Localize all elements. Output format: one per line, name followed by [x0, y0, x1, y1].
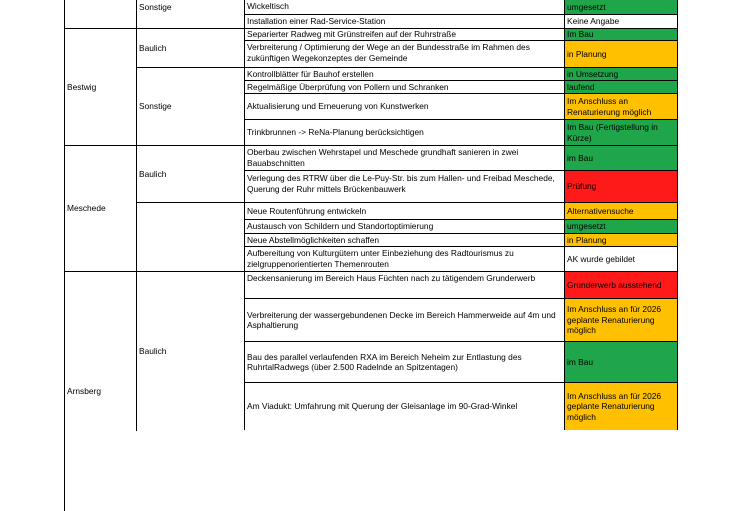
measure-cell: Installation einer Rad-Service-Station	[244, 14, 564, 28]
status-label: Im Anschluss an für 2026 geplante Renaturierung möglich	[567, 304, 662, 336]
measure-cell: Bau des parallel verlaufenden RXA im Bereich Neheim zur Entlastung des RuhrtalRadwegs (über 2.500 Radelnde an Spitzentagen)	[244, 341, 564, 382]
status-cell	[564, 93, 678, 119]
category-label: Sonstige	[139, 101, 172, 112]
municipality-cell	[64, 271, 136, 511]
municipality-label: Bestwig	[67, 81, 97, 92]
category-cell	[136, 28, 244, 67]
status-label: umgesetzt	[567, 2, 606, 13]
status-cell	[564, 67, 678, 80]
category-cell	[136, 14, 244, 28]
municipality-cell	[64, 0, 136, 28]
status-label: in Planung	[567, 234, 607, 245]
status-cell	[564, 246, 678, 271]
status-cell	[564, 0, 678, 14]
status-label: umgesetzt	[567, 221, 606, 232]
status-cell	[564, 202, 678, 219]
status-label: Im Bau	[567, 29, 594, 40]
status-cell	[564, 271, 678, 298]
measure-cell: Trinkbrunnen -> ReNa-Planung berücksichtigen	[244, 119, 564, 145]
status-label: AK wurde gebildet	[567, 253, 635, 264]
measure-cell: Kontrollblätter für Bauhof erstellen	[244, 67, 564, 80]
status-label: in Umsetzung	[567, 68, 619, 79]
measure-cell: Verlegung des RTRW über die Le-Puy-Str. bis zum Hallen- und Freibad Meschede, Querung der Ruhr mittels Brückenbauwerk	[244, 170, 564, 202]
status-cell	[564, 28, 678, 40]
category-label: Baulich	[139, 346, 167, 357]
measure-cell: Aktualisierung und Erneuerung von Kunstwerken	[244, 93, 564, 119]
status-cell	[564, 382, 678, 430]
status-cell	[564, 40, 678, 67]
status-cell	[564, 14, 678, 28]
measure-cell: Am Viadukt: Umfahrung mit Querung der Gleisanlage im 90-Grad-Winkel	[244, 382, 564, 430]
status-cell	[564, 341, 678, 382]
measure-cell: Verbreiterung der wassergebundenen Decke im Bereich Hammerweide auf 4m und Asphaltierung	[244, 298, 564, 341]
status-cell	[564, 80, 678, 93]
status-label: Alternativensuche	[567, 205, 634, 216]
municipality-label: Meschede	[67, 203, 106, 214]
status-label: laufend	[567, 81, 595, 92]
measure-cell: Neue Abstellmöglichkeiten schaffen	[244, 233, 564, 246]
status-label: Im Bau (Fertigstellung in Kürze)	[567, 122, 658, 143]
status-label: Im Anschluss an Renaturierung möglich	[567, 96, 652, 117]
municipality-cell	[64, 145, 136, 271]
status-cell	[564, 170, 678, 202]
status-cell	[564, 119, 678, 145]
category-cell	[136, 271, 244, 431]
category-cell	[136, 0, 244, 14]
status-cell	[564, 298, 678, 341]
category-label: Baulich	[139, 168, 167, 179]
status-label: Keine Angabe	[567, 16, 620, 27]
category-cell	[136, 202, 244, 271]
measure-cell: Aufbereitung von Kulturgütern unter Einbeziehung des Radtourismus zu zielgruppenorientierten Themenrouten	[244, 246, 564, 271]
category-label: Sonstige	[139, 1, 172, 12]
measure-cell: Oberbau zwischen Wehrstapel und Meschede grundhaft sanieren in zwei Bauabschnitten	[244, 145, 564, 170]
category-label: Baulich	[139, 42, 167, 53]
status-cell	[564, 219, 678, 233]
status-label: Grunderwerb ausstehend	[567, 279, 662, 290]
measure-cell: Separierter Radweg mit Grünstreifen auf der Ruhrstraße	[244, 28, 564, 40]
status-label: Im Anschluss an für 2026 geplante Renaturierung möglich	[567, 390, 662, 422]
municipality-cell	[64, 28, 136, 145]
status-cell	[564, 233, 678, 246]
category-cell	[136, 145, 244, 202]
status-label: Prüfung	[567, 181, 597, 192]
measure-cell: Neue Routenführung entwickeln	[244, 202, 564, 219]
measure-cell: Wickeltisch	[244, 0, 564, 14]
status-label: im Bau	[567, 152, 594, 163]
status-label: in Planung	[567, 48, 607, 59]
status-label: im Bau	[567, 356, 594, 367]
category-cell	[136, 67, 244, 145]
measure-cell: Deckensanierung im Bereich Haus Füchten nach zu tätigendem Grunderwerb	[244, 271, 564, 298]
measure-cell: Regelmäßige Überprüfung von Pollern und Schranken	[244, 80, 564, 93]
measure-cell: Austausch von Schildern und Standortoptimierung	[244, 219, 564, 233]
municipality-label: Arnsberg	[67, 386, 101, 397]
measure-cell: Verbreiterung / Optimierung der Wege an der Bundesstraße im Rahmen des zukünftigen Wegekonzeptes der Gemeinde	[244, 40, 564, 67]
status-cell	[564, 145, 678, 170]
